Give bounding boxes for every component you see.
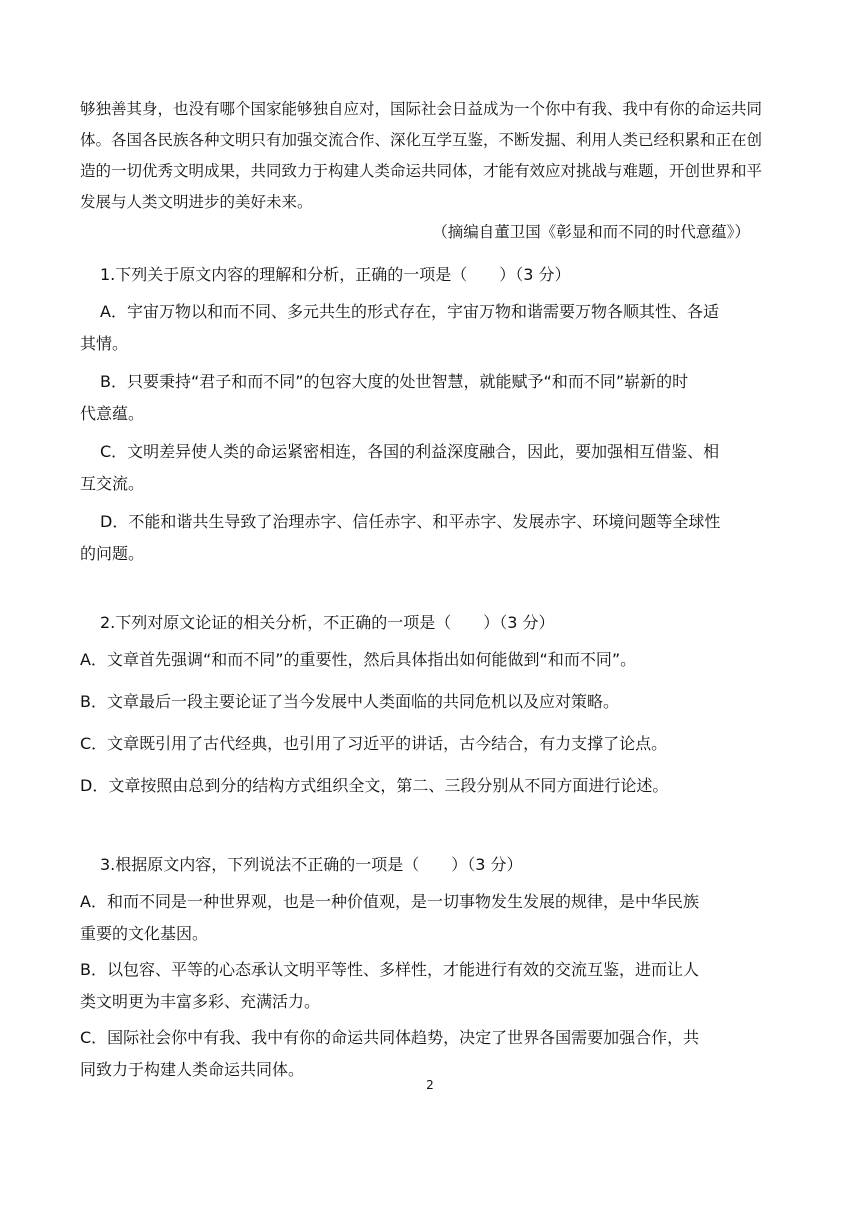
option-line: C．国际社会你中有我、我中有你的命运共同体趋势，决定了世界各国需要加强合作，共 <box>80 1028 700 1047</box>
option-c <box>80 728 780 760</box>
option-c <box>80 436 780 500</box>
option-line: 互交流。 <box>80 474 145 493</box>
option-line: C．文章既引用了古代经典，也引用了习近平的讲话，古今结合，有力支撑了论点。 <box>80 734 668 753</box>
option-d <box>80 506 780 570</box>
page-number: 2 <box>426 1078 434 1092</box>
option-line: B．以包容、平等的心态承认文明平等性、多样性，才能进行有效的交流互鉴，进而让人 <box>80 960 699 979</box>
option-line: A．和而不同是一种世界观，也是一种价值观，是一切事物发生发展的规律，是中华民族 <box>80 892 699 911</box>
question-stem: 1.下列关于原文内容的理解和分析，正确的一项是（ ）（3 分） <box>100 265 571 284</box>
option-line: 的问题。 <box>80 544 145 563</box>
passage-line: 发展与人类文明进步的美好未来。 <box>80 193 313 211</box>
question-stem: 2.下列对原文论证的相关分析，不正确的一项是（ ）（3 分） <box>100 613 555 632</box>
passage-line: 体。各国各民族各种文明只有加强交流合作、深化互学互鉴，不断发掘、利用人类已经积累和正在创 <box>80 131 763 149</box>
option-line: 代意蕴。 <box>80 404 145 423</box>
option-line: B．文章最后一段主要论证了当今发展中人类面临的共同危机以及应对策略。 <box>80 692 619 711</box>
option-line: D．文章按照由总到分的结构方式组织全文，第二、三段分别从不同方面进行论述。 <box>80 776 669 795</box>
option-line: A．宇宙万物以和而不同、多元共生的形式存在，宇宙万物和谐需要万物各顺其性、各适 <box>100 302 719 321</box>
option-line: D．不能和谐共生导致了治理赤字、信任赤字、和平赤字、发展赤字、环境问题等全球性 <box>100 512 721 531</box>
option-b <box>80 954 780 1018</box>
passage-line: 够独善其身，也没有哪个国家能够独自应对，国际社会日益成为一个你中有我、我中有你的命运共同 <box>80 100 763 118</box>
option-a <box>80 296 780 360</box>
option-line: 类文明更为丰富多彩、充满活力。 <box>80 992 321 1011</box>
passage-text <box>80 94 780 218</box>
question-stem: 3.根据原文内容，下列说法不正确的一项是（ ）（3 分） <box>100 855 523 874</box>
option-a <box>80 886 780 950</box>
option-b <box>80 366 780 430</box>
option-b <box>80 686 780 718</box>
option-c <box>80 1022 780 1086</box>
option-line: 同致力于构建人类命运共同体。 <box>80 1060 305 1079</box>
option-d <box>80 770 780 802</box>
option-line: 其情。 <box>80 334 129 353</box>
option-line: B．只要秉持“君子和而不同”的包容大度的处世智慧，就能赋予“和而不同”崭新的时 <box>100 372 689 391</box>
passage-source: （摘编自董卫国《彰显和而不同的时代意蕴》） <box>432 223 750 241</box>
option-line: 重要的文化基因。 <box>80 924 209 943</box>
option-a <box>80 644 780 676</box>
passage-line: 造的一切优秀文明成果，共同致力于构建人类命运共同体，才能有效应对挑战与难题，开创世界和平 <box>80 162 763 180</box>
option-line: A．文章首先强调“和而不同”的重要性，然后具体指出如何能做到“和而不同”。 <box>80 650 637 669</box>
option-line: C．文明差异使人类的命运紧密相连，各国的利益深度融合，因此，要加强相互借鉴、相 <box>100 442 720 461</box>
